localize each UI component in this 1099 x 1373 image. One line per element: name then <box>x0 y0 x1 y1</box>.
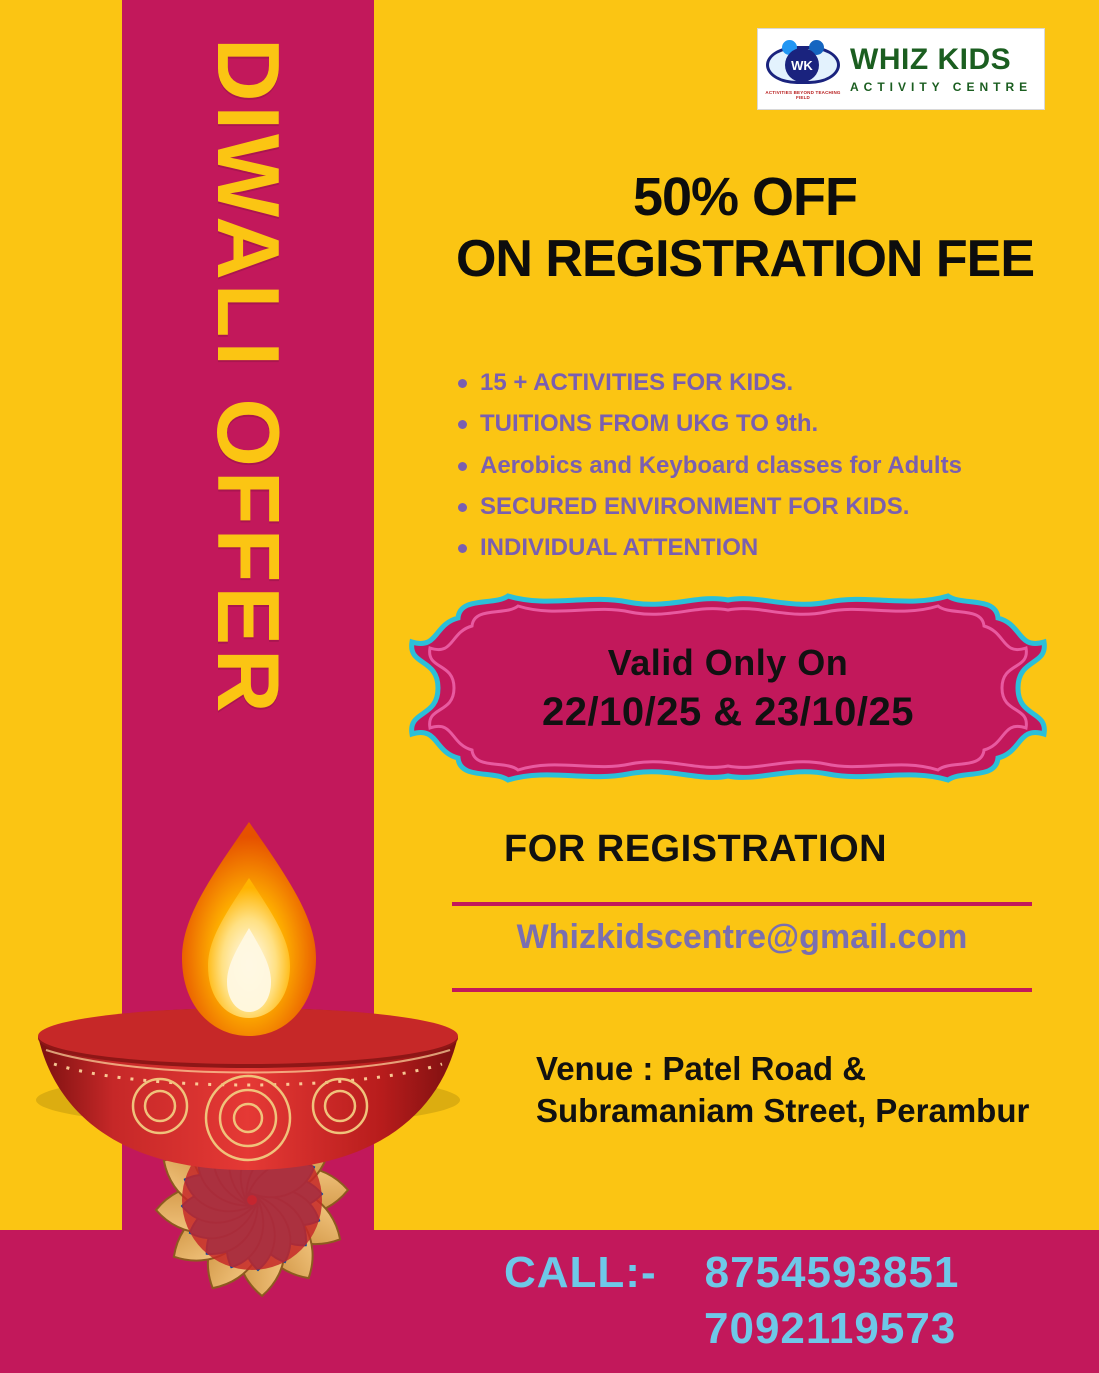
venue-text: Venue : Patel Road & Subramaniam Street, Perambur <box>536 1050 1030 1130</box>
list-item: Aerobics and Keyboard classes for Adults <box>452 445 1092 486</box>
brand-logo <box>757 28 1045 110</box>
list-item: INDIVIDUAL ATTENTION <box>452 527 1092 568</box>
logo-brand-name: WHIZ KIDS <box>850 42 1012 76</box>
list-item: 15 + ACTIVITIES FOR KIDS. <box>452 362 1092 403</box>
phone-number-secondary[interactable]: 7092119573 <box>704 1304 957 1353</box>
logo-monogram: WK <box>785 48 819 82</box>
validity-ribbon <box>398 588 1058 788</box>
list-item: TUITIONS FROM UKG TO 9th. <box>452 403 1092 444</box>
validity-label: Valid Only On <box>607 641 849 683</box>
whiz-kids-eye-icon <box>764 38 842 100</box>
registration-title: FOR REGISTRATION <box>504 828 888 870</box>
offer-headline <box>420 168 1070 292</box>
logo-microtext: ACTIVITIES BEYOND TEACHING FIELD <box>765 90 841 100</box>
validity-dates: 22/10/25 & 23/10/25 <box>541 689 915 734</box>
logo-wordmark <box>850 42 1033 94</box>
contact-row-primary <box>504 1248 959 1298</box>
diya-icon <box>20 800 490 1340</box>
list-item: SECURED ENVIRONMENT FOR KIDS. <box>452 486 1092 527</box>
poster-vertical-title-text: DIWALI OFFER <box>199 38 298 717</box>
call-label: CALL:- <box>504 1248 657 1297</box>
contact-block <box>504 1248 959 1354</box>
phone-number-primary[interactable]: 8754593851 <box>704 1248 960 1297</box>
logo-brand-tagline: ACTIVITY CENTRE <box>850 79 1033 94</box>
divider-bottom <box>452 988 1032 992</box>
feature-list <box>452 362 1092 568</box>
registration-email[interactable]: Whizkidscentre@gmail.com <box>516 918 968 956</box>
offer-discount: 50% OFF <box>632 167 858 227</box>
divider-top <box>452 902 1032 906</box>
offer-subject: ON REGISTRATION FEE <box>455 230 1035 289</box>
diya-lamp-illustration <box>20 800 490 1340</box>
validity-text-block <box>398 588 1058 788</box>
